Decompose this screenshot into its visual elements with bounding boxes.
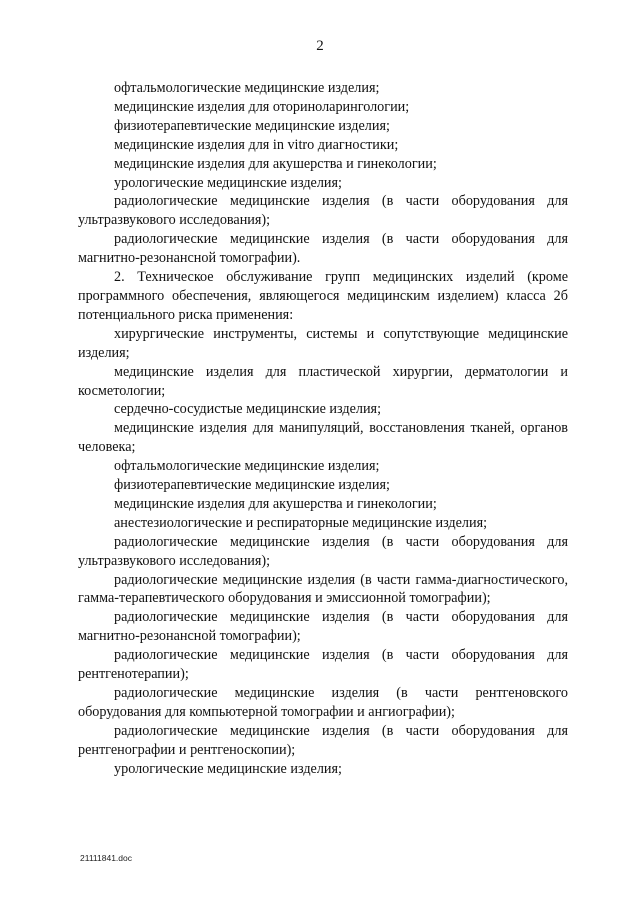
list-item: физиотерапевтические медицинские изделия; [114, 117, 390, 134]
list-item: радиологические медицинские изделия (в части оборудования для магнитно-резонансной томографии). [78, 231, 568, 267]
list-item: урологические медицинские изделия; [114, 174, 342, 191]
list-item: сердечно-сосудистые медицинские изделия; [114, 401, 382, 418]
list-item: медицинские изделия для акушерства и гинекологии; [114, 495, 437, 512]
list-item: радиологические медицинские изделия (в части оборудования для ультразвукового исследования); [78, 533, 568, 569]
list-item: медицинские изделия для оториноларингологии; [114, 98, 410, 115]
list-item: урологические медицинские изделия; [114, 760, 342, 777]
list-item: медицинские изделия для пластической хирургии, дерматологии и косметологии; [78, 363, 568, 399]
list-item: радиологические медицинские изделия (в части гамма-диагностического, гамма-терапевтического оборудования и эмиссионной томографии); [78, 571, 568, 607]
list-item: хирургические инструменты, системы и сопутствующие медицинские изделия; [78, 325, 568, 361]
footer-filename: 21111841.doc [80, 853, 132, 863]
list-item: радиологические медицинские изделия (в части рентгеновского оборудования для компьютерной томографии и ангиографии); [78, 685, 568, 720]
list-item: офтальмологические медицинские изделия; [114, 458, 380, 475]
list-item: анестезиологические и респираторные медицинские изделия; [114, 514, 488, 531]
page-number: 2 [316, 38, 324, 54]
section-paragraph: 2. Техническое обслуживание групп медицинских изделий (кроме программного обеспечения, являющегося медицинским изделием) класса 2б потенциального риска применения: [78, 269, 568, 323]
list-item: физиотерапевтические медицинские изделия; [114, 477, 390, 494]
document-body [78, 79, 568, 779]
list-item: офтальмологические медицинские изделия; [114, 80, 380, 96]
list-item: медицинские изделия для манипуляций, восстановления тканей, органов человека; [78, 420, 568, 456]
list-item: медицинские изделия для акушерства и гинекологии; [114, 155, 437, 172]
list-item: радиологические медицинские изделия (в части оборудования для рентгенотерапии); [78, 647, 568, 683]
list-item: радиологические медицинские изделия (в части оборудования для ультразвукового исследования); [78, 193, 568, 229]
list-item: медицинские изделия для in vitro диагностики; [114, 136, 399, 153]
list-item: радиологические медицинские изделия (в части оборудования для магнитно-резонансной томографии); [78, 609, 568, 645]
list-item: радиологические медицинские изделия (в части оборудования для рентгенографии и рентгеноскопии); [78, 722, 568, 758]
